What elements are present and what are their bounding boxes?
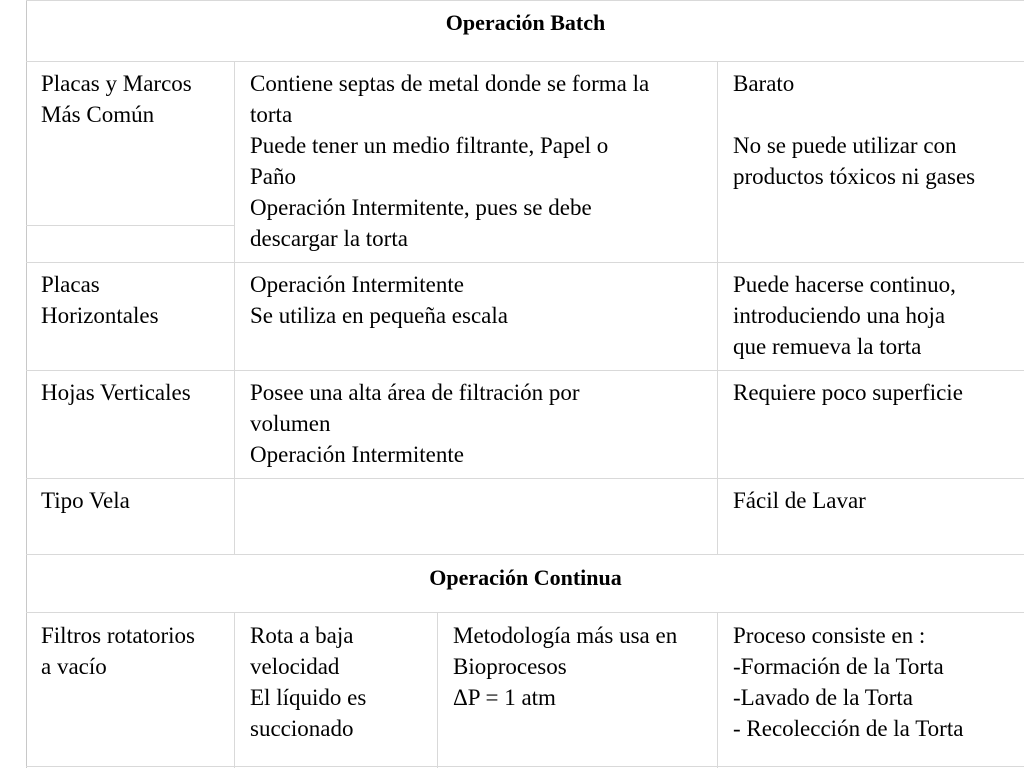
cell-line: Metodología más usa en: [453, 623, 678, 648]
cell-line: velocidad: [250, 654, 340, 679]
cell-line: Bioprocesos: [453, 654, 567, 679]
row1-name-inner-rule: [26, 225, 235, 226]
cell-line: -Formación de la Torta: [733, 654, 944, 679]
row4-bottom-rule: [26, 554, 1024, 555]
table-row-description-cell: [250, 377, 580, 470]
cell-line: Puede hacerse continuo,: [733, 272, 956, 297]
table-row-notes-cell: [733, 269, 956, 362]
cell-line: - Recolección de la Torta: [733, 716, 964, 741]
cell-line: Proceso consiste en :: [733, 623, 926, 648]
batch-col-divider-1: [234, 61, 235, 555]
table-row-notes-cell: [733, 68, 975, 192]
table-row-name-cell: [41, 269, 159, 331]
cell-line: volumen: [250, 411, 331, 436]
table-bottom-rule: [26, 766, 1024, 767]
cell-line: Operación Intermitente: [250, 442, 464, 467]
continua-section-header: Operación Continua: [429, 565, 622, 590]
table-left-border: [26, 0, 27, 768]
table-row-method-cell: [453, 620, 677, 713]
batch-section-header: Operación Batch: [445, 10, 606, 35]
continua-header-bottom-rule: [26, 612, 1024, 613]
cell-line: Filtros rotatorios: [41, 623, 195, 648]
cell-line: descargar la torta: [250, 226, 408, 251]
table-row-name-cell: [41, 620, 195, 682]
cell-line: Posee una alta área de filtración por: [250, 380, 580, 405]
cell-line: El líquido es: [250, 685, 367, 710]
cell-line: Contiene septas de metal donde se forma la: [250, 71, 650, 96]
table-row-description-cell: [250, 269, 508, 331]
cell-line: Fácil de Lavar: [733, 488, 866, 513]
table-top-border: [26, 0, 1024, 1]
batch-header-bottom-rule: [26, 61, 1024, 62]
table-row-notes-cell: [733, 485, 866, 516]
cell-line: Rota a baja: [250, 623, 354, 648]
cell-line: Hojas Verticales: [41, 380, 191, 405]
cell-line: succionado: [250, 716, 354, 741]
cell-line: Operación Intermitente, pues se debe: [250, 195, 592, 220]
cell-line: Más Común: [41, 102, 155, 127]
cell-line: Horizontales: [41, 303, 159, 328]
table-row-name-cell: [41, 68, 192, 130]
row3-bottom-rule: [26, 478, 1024, 479]
table-row-operation-cell: [250, 620, 366, 744]
row1-bottom-rule: [26, 262, 1024, 263]
cell-line: Paño: [250, 164, 296, 189]
table-row-name-cell: [41, 485, 130, 516]
continua-col-divider-3: [717, 612, 718, 768]
continua-col-divider-2: [437, 612, 438, 768]
cell-line: Operación Intermitente: [250, 272, 464, 297]
cell-line: Puede tener un medio filtrante, Papel o: [250, 133, 609, 158]
table-row-description-cell: [250, 68, 649, 254]
cell-line: introduciendo una hoja: [733, 303, 946, 328]
batch-col-divider-2: [717, 61, 718, 555]
cell-line: Barato: [733, 71, 795, 96]
cell-line: Se utiliza en pequeña escala: [250, 303, 508, 328]
cell-blank-line: [733, 99, 975, 130]
row2-bottom-rule: [26, 370, 1024, 371]
cell-line: No se puede utilizar con: [733, 133, 957, 158]
table-row-name-cell: [41, 377, 191, 408]
cell-line: a vacío: [41, 654, 107, 679]
table-row-process-cell: [733, 620, 963, 744]
cell-line: Placas: [41, 272, 100, 297]
cell-line: Requiere poco superficie: [733, 380, 963, 405]
continua-col-divider-1: [234, 612, 235, 768]
cell-line: Tipo Vela: [41, 488, 130, 513]
cell-line: Placas y Marcos: [41, 71, 192, 96]
table-row-notes-cell: [733, 377, 963, 408]
cell-line: que remueva la torta: [733, 334, 922, 359]
cell-line: torta: [250, 102, 293, 127]
cell-line: productos tóxicos ni gases: [733, 164, 976, 189]
cell-line: -Lavado de la Torta: [733, 685, 913, 710]
cell-line: ΔP = 1 atm: [453, 685, 556, 710]
